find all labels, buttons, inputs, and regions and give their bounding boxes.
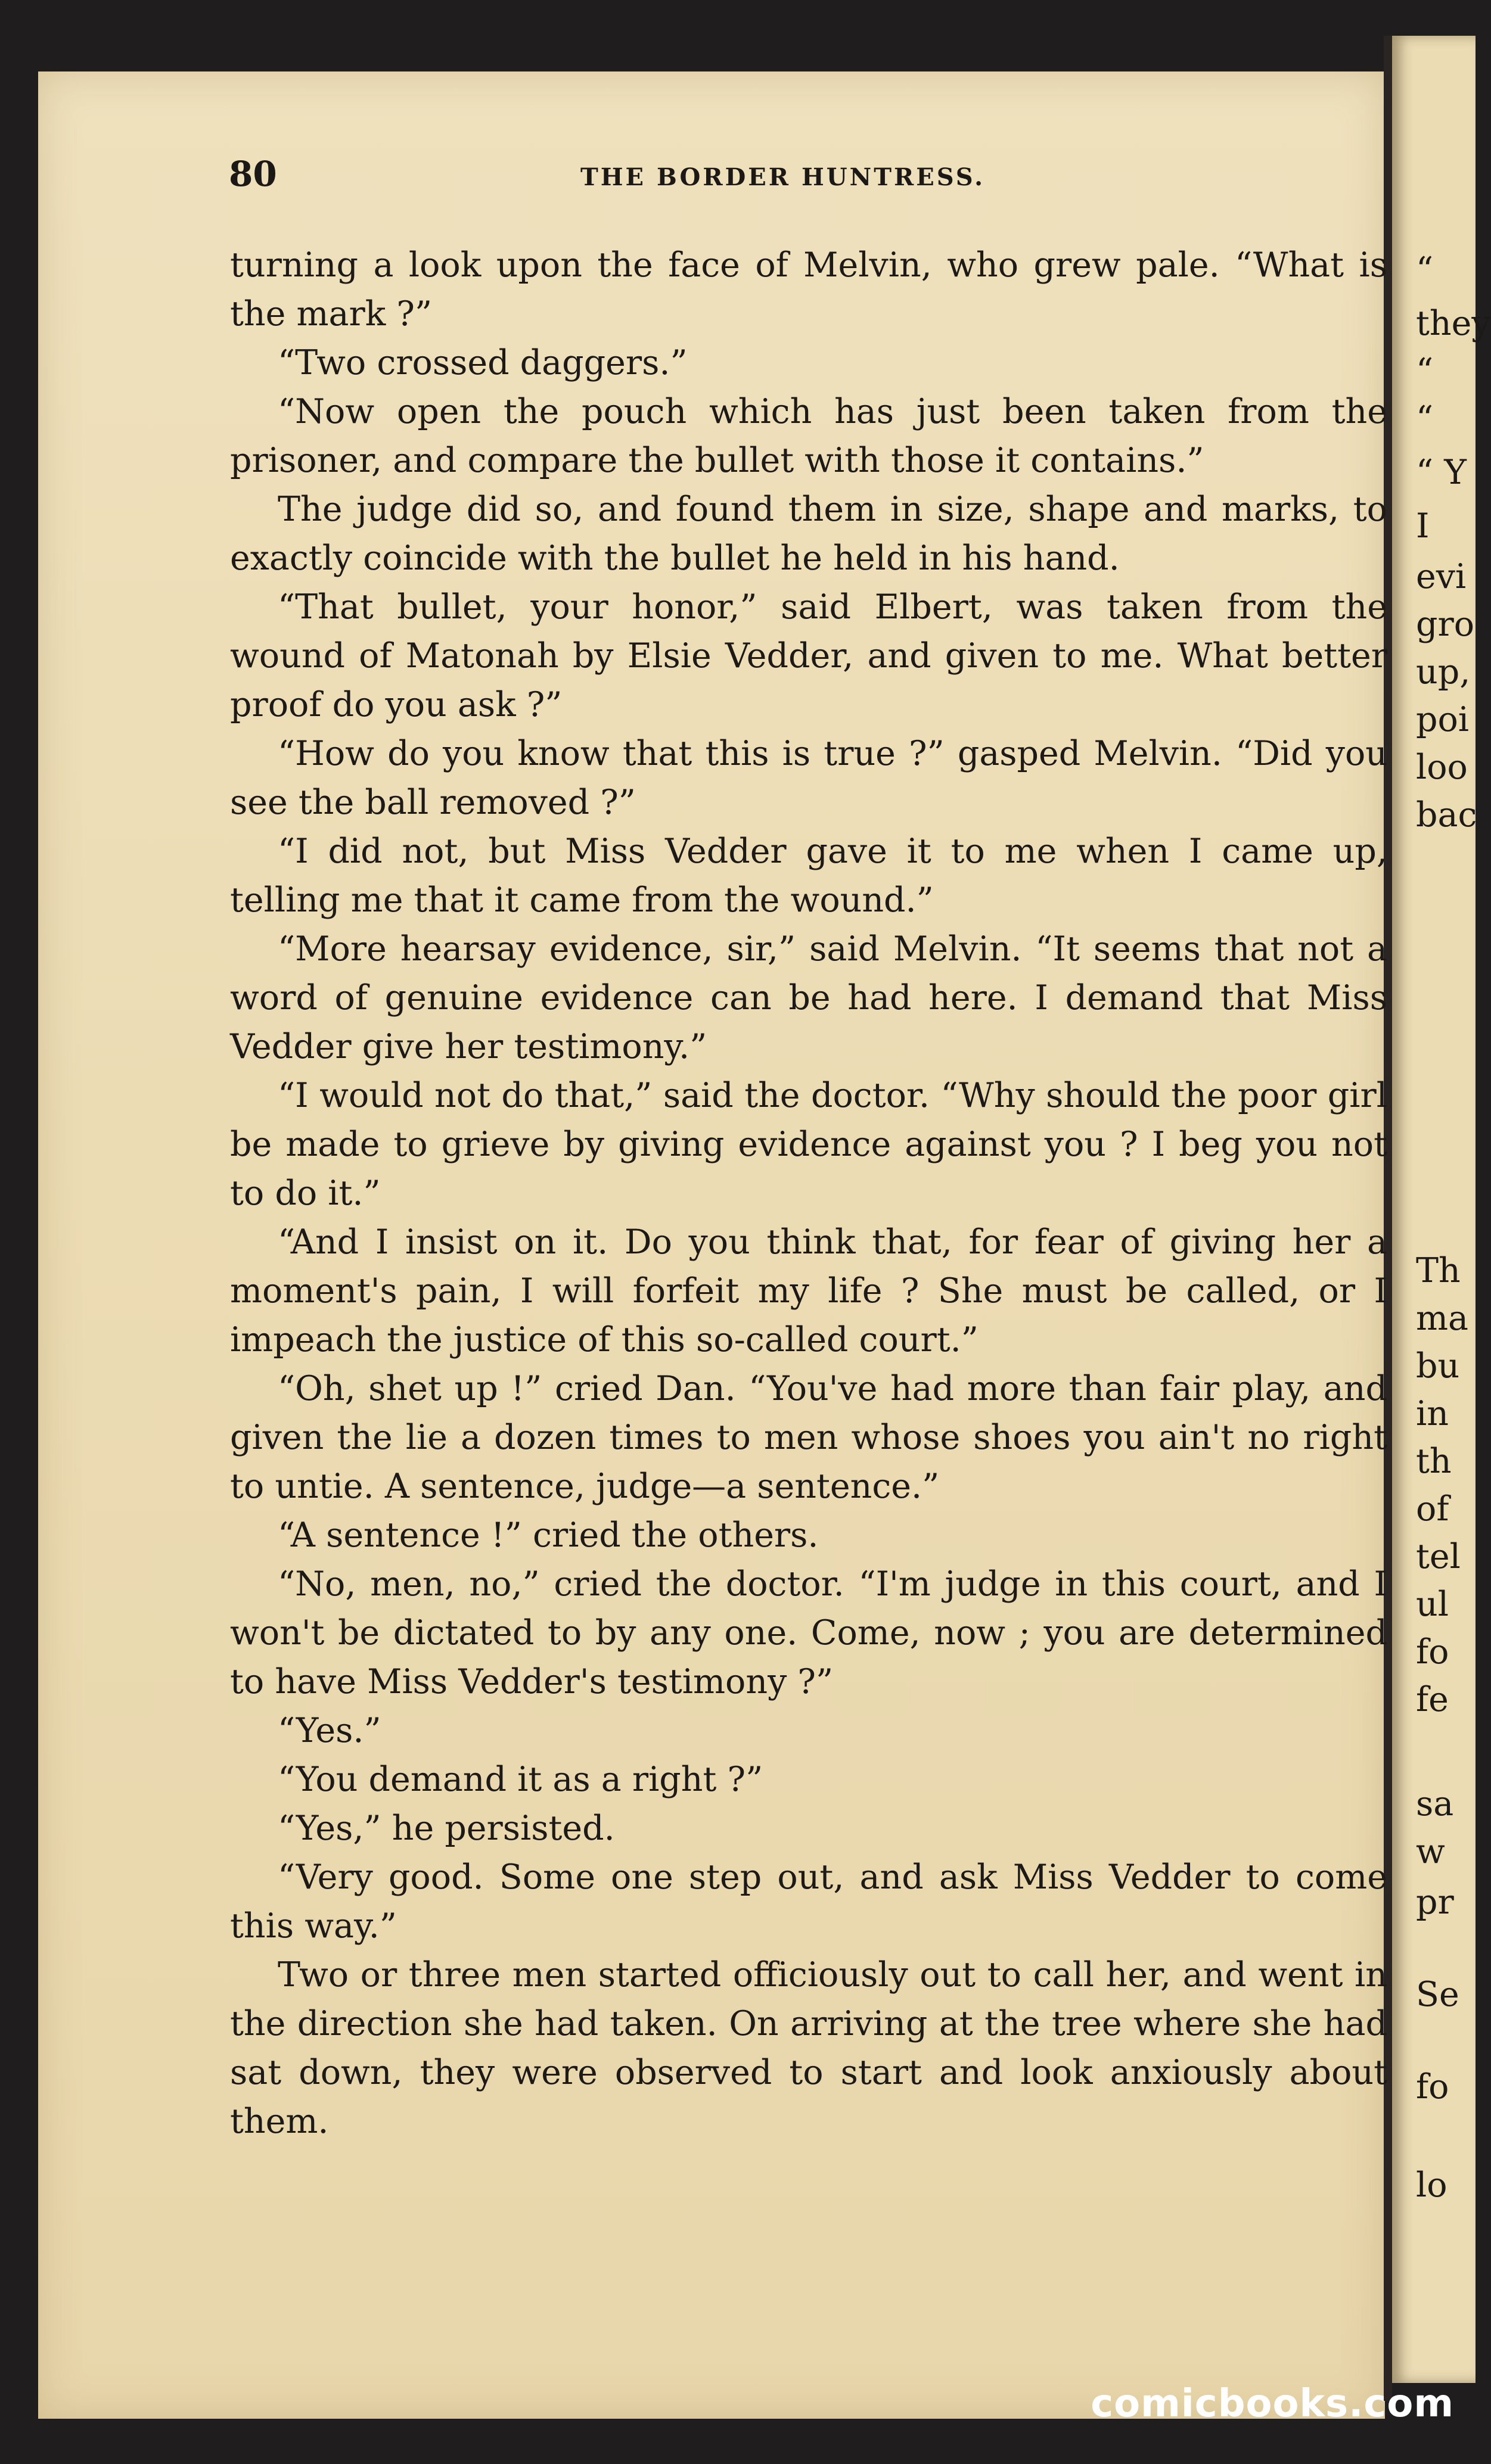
paragraph: “Yes.” — [278, 1711, 381, 1750]
paragraph: “Now open the pouch which has just been taken from the prisoner, and compare the bullet with those it contains.” — [230, 392, 1387, 480]
paragraph: The judge did so, and found them in size, shape and marks, to exactly coincide with the bullet he held in his hand. — [230, 490, 1387, 578]
paragraph: “I would not do that,” said the doctor. “Why should the poor girl be made to grieve by giving evidence against you ? I beg you not to do it.” — [230, 1076, 1387, 1213]
paragraph: “Oh, shet up !” cried Dan. “You've had more than fair play, and given the lie a dozen times to men whose shoes you ain't no right to untie. A sentence, judge—a sentence.” — [230, 1369, 1387, 1506]
facing-fragment: Se — [1416, 1975, 1459, 2014]
facing-fragment: evi — [1416, 557, 1467, 596]
facing-fragment: tel — [1416, 1537, 1461, 1576]
facing-page — [1392, 36, 1491, 2383]
page-header — [229, 154, 1397, 201]
paragraph: “Two crossed daggers.” — [278, 343, 688, 382]
facing-fragment: fe — [1416, 1680, 1449, 1719]
facing-fragment: pr — [1416, 1883, 1454, 1922]
facing-fragment: “ Y — [1416, 453, 1467, 492]
facing-page-text — [1392, 36, 1491, 2383]
facing-fragment: loo — [1416, 748, 1468, 787]
paragraph: “No, men, no,” cried the doctor. “I'm judge in this court, and I won't be dictated to by any one. Come, now ; you are determined to have Miss Vedder's testimony ?” — [230, 1564, 1387, 1701]
facing-fragment: “ — [1416, 351, 1434, 391]
facing-fragment: “ — [1416, 250, 1434, 290]
paragraph: “Yes,” he persisted. — [278, 1809, 615, 1848]
paragraph: “And I insist on it. Do you think that, for fear of giving her a moment's pain, I will forfeit my life ? She must be called, or I impeach the justice of this so-called court.” — [230, 1222, 1387, 1359]
facing-fragment: fo — [1416, 2067, 1449, 2107]
facing-fragment: poi — [1416, 700, 1470, 739]
paragraph: “Very good. Some one step out, and ask Miss Vedder to come this way.” — [230, 1858, 1387, 1946]
facing-fragment: sa — [1416, 1784, 1454, 1824]
facing-fragment: I — [1416, 506, 1430, 546]
page-number: 80 — [229, 154, 277, 194]
facing-fragment: of — [1416, 1489, 1449, 1529]
paragraph: Two or three men started officiously out to call her, and went in the direction she had taken. On arriving at the tree where she had sat down, they were observed to start and look anxiously about them. — [230, 1955, 1387, 2141]
facing-fragment: fo — [1416, 1632, 1449, 1672]
paragraph: “More hearsay evidence, sir,” said Melvin. “It seems that not a word of genuine evidence can be had here. I demand that Miss Vedder give her testimony.” — [230, 929, 1387, 1066]
paragraph: turning a look upon the face of Melvin, who grew pale. “What is the mark ?” — [230, 245, 1387, 334]
paragraph: “A sentence !” cried the others. — [278, 1516, 819, 1555]
facing-fragment: up, — [1416, 652, 1471, 692]
page-body — [230, 241, 1387, 2146]
facing-fragment: ul — [1416, 1585, 1449, 1624]
facing-fragment: gro — [1416, 605, 1475, 644]
facing-fragment: they — [1416, 304, 1491, 343]
facing-fragment: w — [1416, 1832, 1445, 1871]
site-watermark: comicbooks.com — [1091, 2382, 1454, 2426]
facing-fragment: ma — [1416, 1299, 1469, 1338]
paragraph: “That bullet, your honor,” said Elbert, was taken from the wound of Matonah by Elsie Vedder, and given to me. What better proof do you ask ?” — [230, 587, 1387, 724]
facing-fragment: Th — [1416, 1251, 1461, 1290]
facing-fragment: th — [1416, 1442, 1452, 1481]
facing-fragment: “ — [1416, 399, 1434, 438]
running-title: THE BORDER HUNTRESS. — [580, 163, 986, 191]
facing-fragment: in — [1416, 1394, 1449, 1433]
facing-fragment: lo — [1416, 2166, 1447, 2205]
paragraph: “I did not, but Miss Vedder gave it to me when I came up, telling me that it came from the wound.” — [230, 832, 1387, 920]
paragraph: “You demand it as a right ?” — [278, 1760, 763, 1799]
facing-fragment: bu — [1416, 1346, 1460, 1386]
paragraph: “How do you know that this is true ?” gasped Melvin. “Did you see the ball removed ?” — [230, 734, 1387, 822]
facing-fragment: bac — [1416, 795, 1477, 835]
